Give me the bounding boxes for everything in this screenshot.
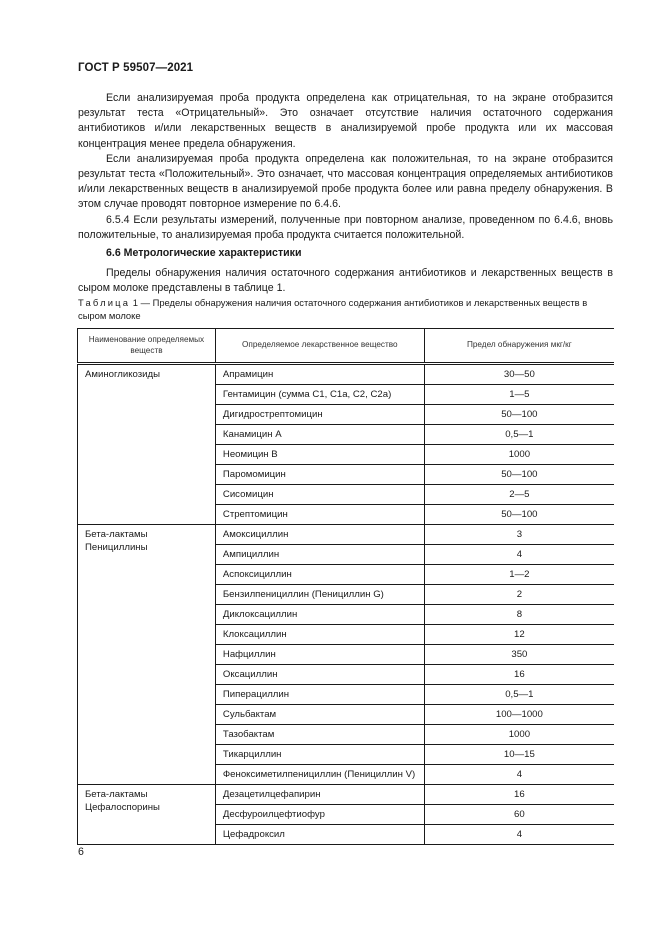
detection-limit: 50—100 (424, 465, 614, 485)
detection-limits-table (77, 328, 614, 845)
group-name: Бета-лактамы Цефалоспорины (78, 785, 216, 845)
detection-limit: 8 (424, 605, 614, 625)
body-paragraphs (78, 91, 613, 243)
detection-limit: 16 (424, 665, 614, 685)
substance-name: Амоксициллин (215, 525, 424, 545)
substance-name: Клоксациллин (215, 625, 424, 645)
substance-name: Нафциллин (215, 645, 424, 665)
detection-limit: 30—50 (424, 364, 614, 385)
substance-name: Феноксиметилпенициллин (Пенициллин V) (215, 765, 424, 785)
detection-limit: 1—2 (424, 565, 614, 585)
section-title: 6.6 Метрологические характеристики (106, 247, 302, 259)
substance-name: Дигидрострептомицин (215, 405, 424, 425)
detection-limit: 1000 (424, 445, 614, 465)
detection-limit: 2 (424, 585, 614, 605)
detection-limit: 60 (424, 805, 614, 825)
paragraph-negative-result: Если анализируемая проба продукта определена как отрицательная, то на экране отобразится результат теста «Отрицательный». Это означает отсутствие наличия остаточного содержания антибиотиков и/или лекарственных веществ в анализируемой пробе продукта или их массовая концентрация менее предела обнаружения. (78, 92, 613, 150)
page-number: 6 (78, 846, 84, 858)
group-name: Бета-лактамы Пенициллины (78, 525, 216, 785)
substance-name: Сульбактам (215, 705, 424, 725)
detection-limit: 1—5 (424, 385, 614, 405)
substance-name: Аспоксициллин (215, 565, 424, 585)
detection-limit: 1000 (424, 725, 614, 745)
paragraph-6-5-4: 6.5.4 Если результаты измерений, полученные при повторном анализе, проведенном по 6.4.6, вновь положительные, то анализируемая проба продукта считается положительной. (78, 213, 613, 241)
document-header: ГОСТ Р 59507—2021 (78, 62, 194, 74)
table-caption (78, 297, 618, 322)
substance-name: Пиперациллин (215, 685, 424, 705)
substance-name: Цефадроксил (215, 825, 424, 845)
detection-limit: 4 (424, 545, 614, 565)
detection-limit: 100—1000 (424, 705, 614, 725)
table-caption-text: 1 — Пределы обнаружения наличия остаточного содержания антибиотиков и лекарственных веществ в сыром молоке (78, 297, 588, 321)
substance-name: Тазобактам (215, 725, 424, 745)
detection-limit: 50—100 (424, 405, 614, 425)
substance-name: Канамицин А (215, 425, 424, 445)
substance-name: Оксациллин (215, 665, 424, 685)
substance-name: Неомицин В (215, 445, 424, 465)
paragraph-positive-result: Если анализируемая проба продукта определена как положительная, то на экране отобразится результат теста «Положительный». Это означает, что массовая концентрация определяемых антибиотиков и/или лекарственных веществ в анализируемой пробе продукта более или равна пределу обнаружения. В этом случае проводят повторное измерение по 6.4.6. (78, 152, 613, 211)
table-caption-label: Таблица (78, 297, 131, 308)
header-substance-group: Наименование определяемых веществ (78, 329, 216, 364)
detection-limit: 3 (424, 525, 614, 545)
substance-name: Бензилпенициллин (Пенициллин G) (215, 585, 424, 605)
substance-name: Апрамицин (215, 364, 424, 385)
substance-name: Гентамицин (сумма С1, С1а, С2, С2а) (215, 385, 424, 405)
detection-limit: 0,5—1 (424, 425, 614, 445)
substance-name: Ампициллин (215, 545, 424, 565)
header-substance: Определяемое лекарственное вещество (215, 329, 424, 364)
detection-limit: 2—5 (424, 485, 614, 505)
substance-name: Стрептомицин (215, 505, 424, 525)
detection-limit: 16 (424, 785, 614, 805)
table-header-row (78, 329, 615, 364)
substance-name: Десфуроилцефтиофур (215, 805, 424, 825)
table-row (78, 785, 615, 805)
substance-name: Сисомицин (215, 485, 424, 505)
section-intro-text: Пределы обнаружения наличия остаточного содержания антибиотиков и лекарственных веществ в сыром молоке представлены в таблице 1. (78, 267, 613, 295)
detection-limit: 4 (424, 825, 614, 845)
section-intro (78, 266, 613, 296)
substance-name: Диклоксациллин (215, 605, 424, 625)
detection-limit: 350 (424, 645, 614, 665)
detection-limit: 4 (424, 765, 614, 785)
group-name: Аминогликозиды (78, 364, 216, 525)
substance-name: Тикарциллин (215, 745, 424, 765)
detection-limit: 10—15 (424, 745, 614, 765)
header-detection-limit: Предел обнаружения мкг/кг (424, 329, 614, 364)
substance-name: Дезацетилцефапирин (215, 785, 424, 805)
substance-name: Паромомицин (215, 465, 424, 485)
detection-limit: 12 (424, 625, 614, 645)
detection-limit: 50—100 (424, 505, 614, 525)
table-row (78, 525, 615, 545)
table-row (78, 364, 615, 385)
detection-limit: 0,5—1 (424, 685, 614, 705)
